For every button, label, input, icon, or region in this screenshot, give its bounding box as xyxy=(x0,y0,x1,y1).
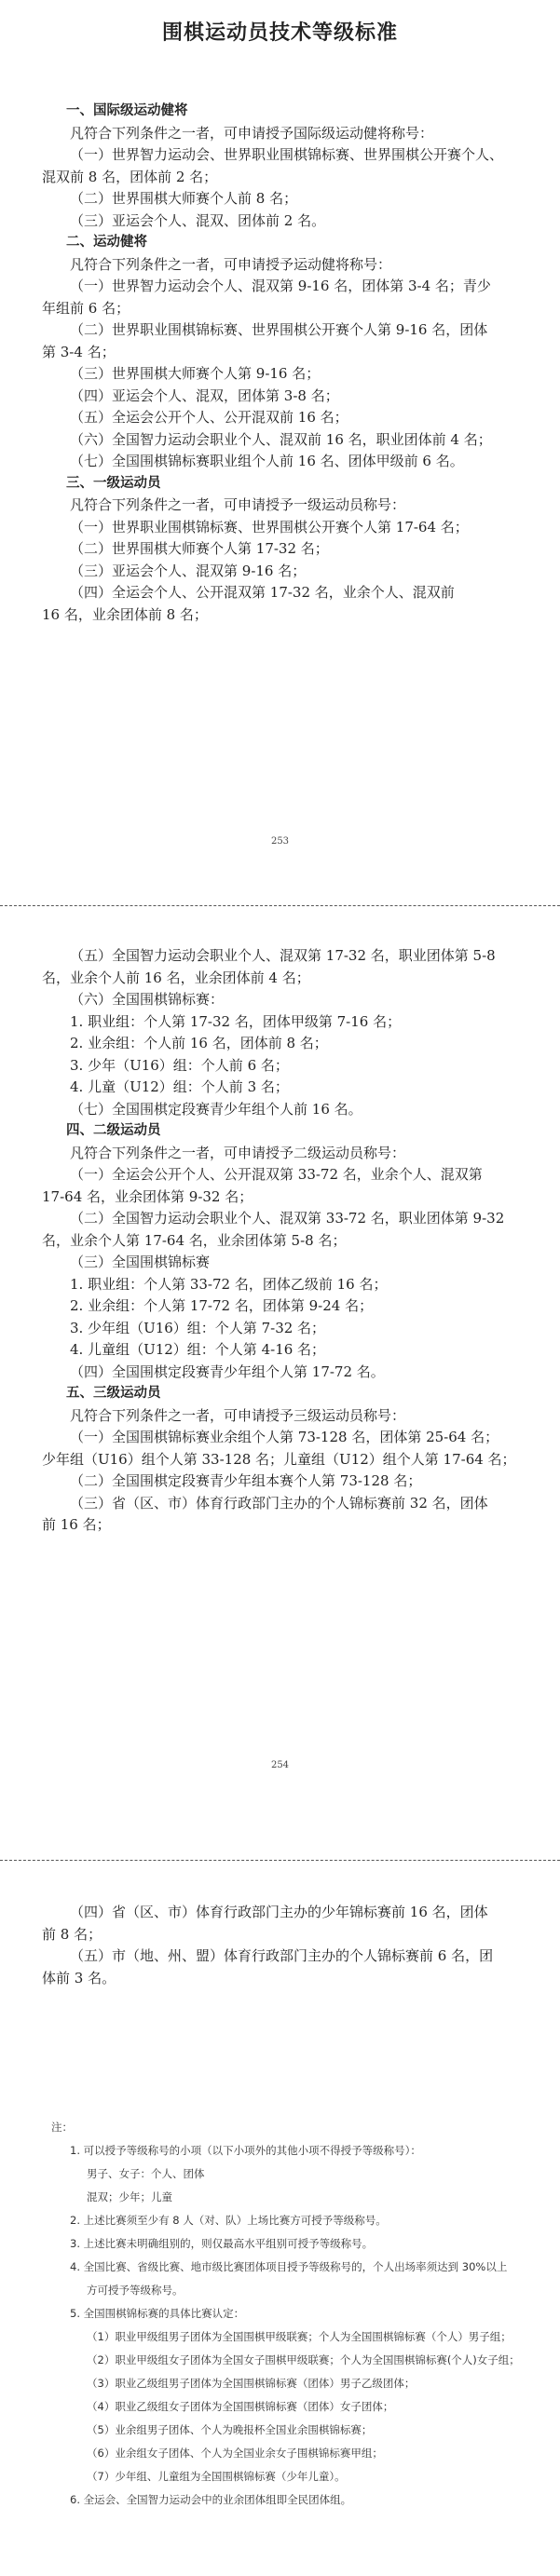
note-line: （4）职业乙级组女子团体为全国围棋锦标赛（团体）女子团体； xyxy=(87,2400,394,2413)
page-253-body xyxy=(42,101,526,626)
page-number: 254 xyxy=(270,1760,290,1770)
paragraph-line: （二）世界围棋大师赛个人前 8 名； xyxy=(70,190,298,207)
paragraph-line: 年组前 6 名； xyxy=(42,299,130,317)
section-heading: 四、二级运动员 xyxy=(66,1123,161,1138)
notes-section xyxy=(42,2116,526,2512)
paragraph-line: 4. 儿童（U12）组：个人前 3 名； xyxy=(70,1078,289,1095)
paragraph-line: 1. 职业组：个人第 33-72 名，团体乙级前 16 名； xyxy=(70,1275,388,1293)
paragraph-line: 3. 少年（U16）组：个人前 6 名； xyxy=(70,1056,289,1074)
paragraph-line: 1. 职业组：个人第 17-32 名，团体甲级第 7-16 名； xyxy=(70,1012,402,1030)
note-line: 6. 全运会、全国智力运动会中的业余团体组即全民团体组。 xyxy=(70,2493,352,2506)
paragraph-line: 名，业余个人第 17-64 名，业余团体第 5-8 名； xyxy=(42,1231,347,1249)
paragraph-line: 名，业余个人前 16 名，业余团体前 4 名； xyxy=(42,969,310,986)
note-line: （2）职业甲级组女子团体为全国女子围棋甲级联赛；个人为全国围棋锦标赛(个人)女子组； xyxy=(87,2353,520,2366)
paragraph-line: 3. 少年组（U16）组：个人第 7-32 名； xyxy=(70,1319,326,1336)
note-line: （6）业余组女子团体、个人为全国业余女子围棋锦标赛甲组； xyxy=(87,2447,383,2460)
page-253 xyxy=(0,0,560,894)
section-heading: 五、三级运动员 xyxy=(66,1386,161,1401)
paragraph-line: 4. 儿童组（U12）组：个人第 4-16 名； xyxy=(70,1341,326,1358)
paragraph-line: （二）世界围棋大师赛个人第 17-32 名； xyxy=(70,540,329,557)
note-line: （7）少年组、儿童组为全国围棋锦标赛（少年儿童）。 xyxy=(87,2470,346,2483)
page-255-body xyxy=(42,1902,526,1989)
paragraph-line: （二）全国智力运动会职业个人、混双第 33-72 名，职业团体第 9-32 xyxy=(70,1210,505,1227)
note-line: （3）职业乙级组男子团体为全国围棋锦标赛（团体）男子乙级团体； xyxy=(87,2377,416,2390)
paragraph-line: 凡符合下列条件之一者，可申请授予二级运动员称号： xyxy=(70,1144,406,1161)
note-line: 3. 上述比赛未明确组别的，则仅最高水平组别可授予等级称号。 xyxy=(70,2237,374,2250)
paragraph-line: 2. 业余组：个人前 16 名，团体前 8 名； xyxy=(70,1035,328,1051)
paragraph-line: 凡符合下列条件之一者，可申请授予国际级运动健将称号： xyxy=(70,124,434,142)
notes-title: 注： xyxy=(51,2121,73,2134)
paragraph-line: （四）全运会个人、公开混双第 17-32 名，业余个人、混双前 xyxy=(70,584,455,601)
note-line: （1）职业甲级组男子团体为全国围棋甲级联赛；个人为全国围棋锦标赛（个人）男子组； xyxy=(87,2330,512,2343)
paragraph-line: （五）全运会公开个人、公开混双前 16 名； xyxy=(70,409,348,426)
paragraph-line: （一）世界智力运动会、世界职业围棋锦标赛、世界围棋公开赛个人、 xyxy=(70,146,504,163)
paragraph-line: （七）全国围棋锦标赛职业组个人前 16 名、团体甲级前 6 名。 xyxy=(70,453,464,469)
paragraph-line: 16 名，业余团体前 8 名； xyxy=(42,605,208,623)
paragraph-line: （五）市（地、州、盟）体育行政部门主办的个人锦标赛前 6 名，团 xyxy=(70,1947,494,1964)
paragraph-line: （一）全国围棋锦标赛业余组个人第 73-128 名，团体第 25-64 名； xyxy=(70,1429,499,1445)
paragraph-line: （三）世界围棋大师赛个人第 9-16 名； xyxy=(70,365,321,382)
paragraph-line: 体前 3 名。 xyxy=(42,1969,116,1986)
note-line: 男子、女子：个人、团体 xyxy=(87,2167,205,2180)
paragraph-line: 凡符合下列条件之一者，可申请授予三级运动员称号： xyxy=(70,1406,406,1424)
document-title: 围棋运动员技术等级标准 xyxy=(161,21,398,45)
paragraph-line: （五）全国智力运动会职业个人、混双第 17-32 名，职业团体第 5-8 xyxy=(70,947,496,964)
note-line: 4. 全国比赛、省级比赛、地市级比赛团体项目授予等级称号的，个人出场率须达到 30%以上 xyxy=(70,2260,508,2273)
paragraph-line: （六）全国围棋锦标赛： xyxy=(70,991,225,1008)
paragraph-line: 前 16 名； xyxy=(42,1516,111,1533)
section-heading: 一、国际级运动健将 xyxy=(66,103,188,118)
paragraph-line: （二）全国围棋定段赛青少年组本赛个人第 73-128 名； xyxy=(70,1472,422,1489)
note-line: 1. 可以授予等级称号的小项（以下小项外的其他小项不得授予等级称号）： xyxy=(70,2144,421,2157)
paragraph-line: （三）省（区、市）体育行政部门主办的个人锦标赛前 32 名，团体 xyxy=(70,1494,488,1512)
paragraph-line: 前 8 名； xyxy=(42,1925,102,1943)
paragraph-line: 17-64 名，业余团体第 9-32 名； xyxy=(42,1187,253,1205)
paragraph-line: （一）全运会公开个人、公开混双第 33-72 名，业余个人、混双第 xyxy=(70,1166,483,1183)
paragraph-line: 第 3-4 名； xyxy=(42,343,116,360)
paragraph-line: （四）省（区、市）体育行政部门主办的少年锦标赛前 16 名，团体 xyxy=(70,1904,488,1920)
paragraph-line: （七）全国围棋定段赛青少年组个人前 16 名。 xyxy=(70,1100,362,1118)
note-line: 2. 上述比赛须至少有 8 人（对、队）上场比赛方可授予等级称号。 xyxy=(70,2214,387,2227)
paragraph-line: （六）全国智力运动会职业个人、混双前 16 名，职业团体前 4 名； xyxy=(70,430,492,448)
paragraph-line: 2. 业余组：个人第 17-72 名，团体第 9-24 名； xyxy=(70,1297,374,1314)
section-heading: 二、运动健将 xyxy=(66,235,147,250)
page-number: 253 xyxy=(270,836,290,847)
paragraph-line: （三）亚运会个人、混双第 9-16 名； xyxy=(70,562,307,579)
paragraph-line: （一）世界职业围棋锦标赛、世界围棋公开赛个人第 17-64 名； xyxy=(70,518,469,536)
note-line: 方可授予等级称号。 xyxy=(87,2284,184,2297)
paragraph-line: 混双前 8 名，团体前 2 名； xyxy=(42,168,218,185)
paragraph-line: （二）世界职业围棋锦标赛、世界围棋公开赛个人第 9-16 名，团体 xyxy=(70,321,488,338)
paragraph-line: （三）全国围棋锦标赛 xyxy=(70,1254,211,1270)
page-255 xyxy=(0,1872,560,2576)
paragraph-line: 少年组（U16）组个人第 33-128 名；儿童组（U12）组个人第 17-64 名； xyxy=(42,1450,516,1468)
note-line: 混双；少年；儿童 xyxy=(87,2190,172,2203)
paragraph-line: （四）亚运会个人、混双，团体第 3-8 名； xyxy=(70,386,339,404)
page-divider xyxy=(0,1860,560,1861)
note-line: 5. 全国围棋锦标赛的具体比赛认定： xyxy=(70,2307,245,2320)
page-254 xyxy=(0,917,560,1849)
paragraph-line: （四）全国围棋定段赛青少年组个人第 17-72 名。 xyxy=(70,1363,385,1380)
page-254-body xyxy=(42,945,526,1537)
note-line: （5）业余组男子团体、个人为晚报杯全国业余围棋锦标赛； xyxy=(87,2423,373,2436)
paragraph-line: （一）世界智力运动会个人、混双第 9-16 名，团体第 3-4 名；青少 xyxy=(70,278,491,294)
paragraph-line: 凡符合下列条件之一者，可申请授予运动健将称号： xyxy=(70,255,392,273)
section-heading: 三、一级运动员 xyxy=(66,475,161,491)
page-divider xyxy=(0,905,560,906)
paragraph-line: 凡符合下列条件之一者，可申请授予一级运动员称号： xyxy=(70,496,406,513)
paragraph-line: （三）亚运会个人、混双、团体前 2 名。 xyxy=(70,211,326,229)
